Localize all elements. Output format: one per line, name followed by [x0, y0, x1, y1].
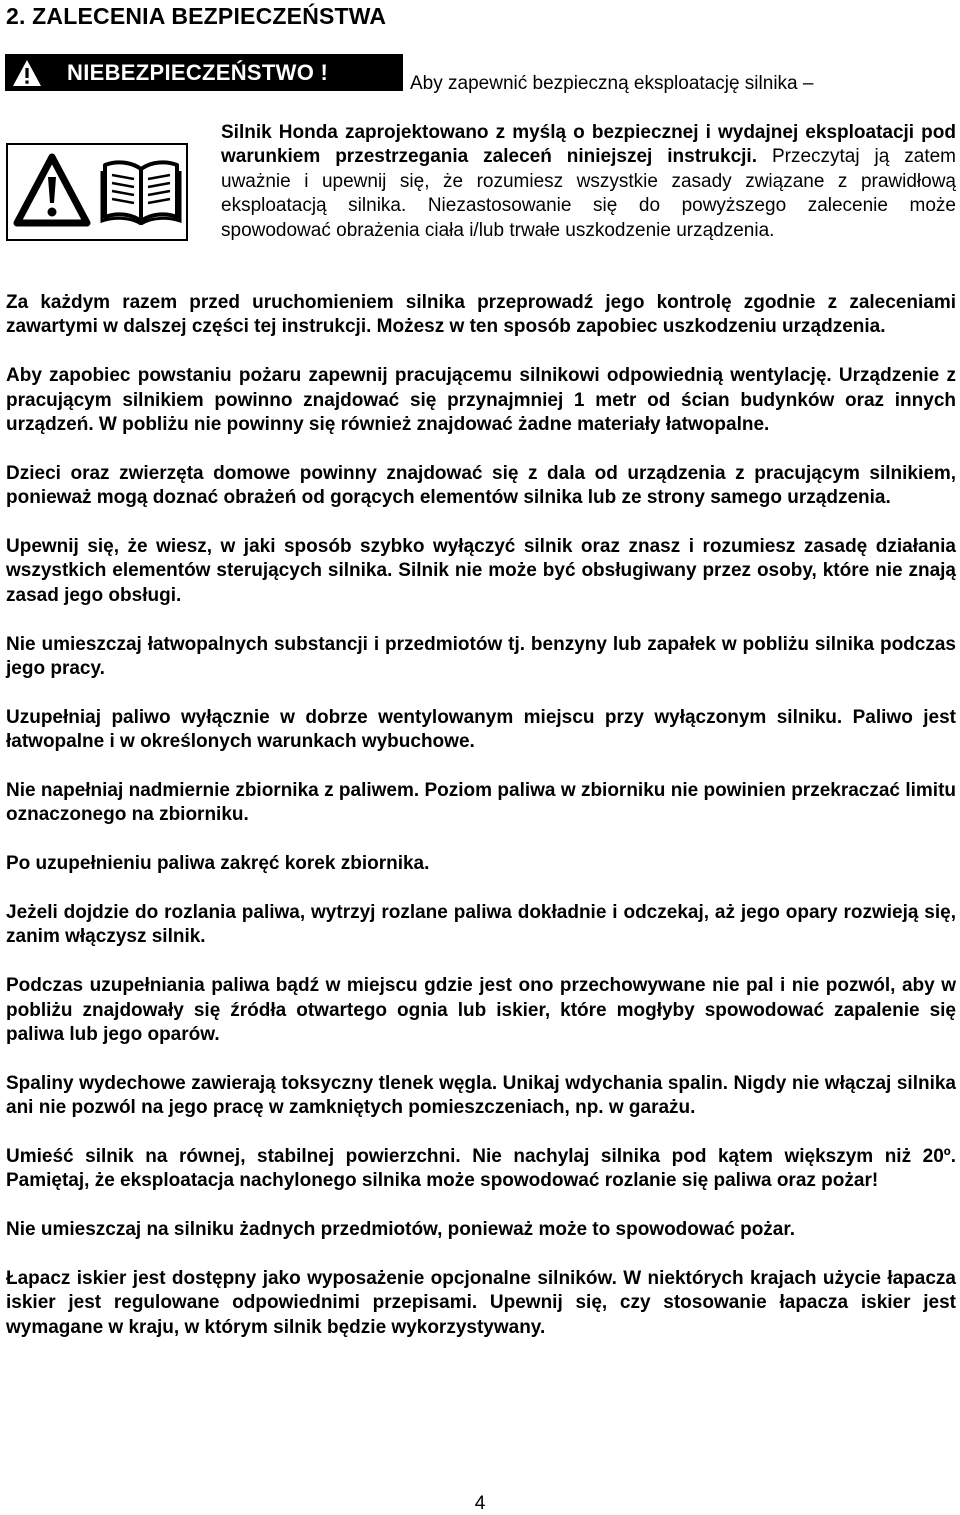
paragraph: [6, 291, 956, 340]
paragraph-text: Podczas uzupełniania paliwa bądź w miejscu gdzie jest ono przechowywane nie pal i nie pozwól, aby w pobliżu znajdowały się źródła otwartego ognia lub iskier, które mogłyby spowodować zapalenie się paliwa lub jego oparów.: [6, 975, 956, 1046]
paragraph-text: Nie napełniaj nadmiernie zbiornika z paliwem. Poziom paliwa w zbiorniku nie powinien przekraczać limitu oznaczonego na zbiorniku.: [6, 780, 956, 826]
warning-triangle-icon: [13, 153, 91, 232]
paragraph-bold-text: Za każdym razem przed uruchomieniem silnika przeprowadź jego kontrolę zgodnie z zaleceniami zawartymi w dalszej części tej instrukcji.: [6, 292, 956, 338]
open-book-icon: [100, 155, 182, 230]
intro-paragraph: [221, 121, 956, 243]
intro-normal-text: Przeczytaj ją zatem uważnie i upewnij się, że rozumiesz wszystkie zasady związane z prawidłową eksploatacją silnika. Niezastosowanie się do powyższego zalecenie może spowodować obrażenia ciała i/lub trwałe uszkodzenie urządzenia.: [221, 146, 956, 241]
paragraph-text: Po uzupełnieniu paliwa zakręć korek zbiornika.: [6, 853, 430, 875]
safety-recommendations: [6, 291, 956, 1365]
paragraph-text: Nie umieszczaj łatwopalnych substancji i przedmiotów tj. benzyny lub zapałek w pobliżu silnika podczas jego pracy.: [6, 633, 956, 680]
paragraph-text: Nie umieszczaj na silniku żadnych przedmiotów, ponieważ może to spowodować pożar.: [6, 1219, 795, 1241]
page-number: 4: [474, 1493, 486, 1514]
paragraph-text: Spaliny wydechowe zawierają toksyczny tlenek węgla. Unikaj wdychania spalin. Nigdy nie włączaj silnika ani nie pozwól na jego pracę w zamkniętych pomieszczeniach, np. w garażu.: [6, 1072, 956, 1119]
paragraph: [6, 706, 956, 755]
paragraph: [6, 779, 956, 828]
warning-triangle-icon: [5, 54, 49, 91]
paragraph-text: Aby zapobiec powstaniu pożaru zapewnij pracującemu silnikowi odpowiednią wentylację. Urządzenie z pracującym silnikiem powinno znajdować się przynajmniej 1 metr od ścian budynków oraz innych urządzeń. W pobliżu nie powinny się również znajdować żadne materiały łatwopalne.: [6, 365, 956, 436]
paragraph-text: Jeżeli dojdzie do rozlania paliwa, wytrzyj rozlane paliwa dokładnie i odczekaj, aż jego opary rozwieją się, zanim włączysz silnik.: [6, 902, 956, 948]
section-heading: 2. ZALECENIA BEZPIECZEŃSTWA: [6, 3, 387, 29]
paragraph-text: Możesz w ten sposób zapobiec uszkodzeniu urządzenia.: [371, 316, 886, 338]
paragraph-text: Dzieci oraz zwierzęta domowe powinny znajdować się z dala od urządzenia z pracującym silnikiem, ponieważ mogą doznać obrażeń od gorących elementów silnika lub ze strony samego urządzenia.: [6, 462, 956, 509]
paragraph: [6, 633, 956, 682]
paragraph: [6, 974, 956, 1047]
danger-label: NIEBEZPIECZEŃSTWO !: [67, 59, 329, 85]
paragraph: [6, 535, 956, 608]
paragraph: [6, 1267, 956, 1340]
paragraph: [6, 852, 956, 876]
paragraph: [6, 364, 956, 437]
paragraph: [6, 1145, 956, 1194]
paragraph-text: Uzupełniaj paliwo wyłącznie w dobrze wentylowanym miejscu przy wyłączonym silniku. Paliwo jest łatwopalne i w określonych warunkach wybuchowe.: [6, 706, 956, 753]
paragraph-text: Umieść silnik na równej, stabilnej powierzchni. Nie nachylaj silnika pod kątem większym niż 20º. Pamiętaj, że eksploatacja nachylonego silnika może spowodować rozlanie się paliwa oraz pożar!: [6, 1146, 956, 1192]
paragraph: [6, 1218, 956, 1242]
danger-banner: [5, 54, 403, 91]
intro-bold-text: Silnik Honda zaprojektowano z myślą o bezpiecznej i wydajnej eksploatacji pod warunkiem przestrzegania zaleceń niniejszej instrukcji.: [221, 122, 956, 168]
banner-intro-text: Aby zapewnić bezpieczną eksploatację silnika –: [410, 73, 814, 94]
safety-symbols-box: [6, 143, 188, 241]
paragraph: [6, 901, 956, 950]
paragraph-text: Upewnij się, że wiesz, w jaki sposób szybko wyłączyć silnik oraz znasz i rozumiesz zasadę działania wszystkich elementów sterujących silnika. Silnik nie może być obsługiwany przez osoby, które nie znają zasad jego obsługi.: [6, 536, 956, 606]
paragraph: [6, 1072, 956, 1121]
paragraph: [6, 462, 956, 511]
paragraph-text: Łapacz iskier jest dostępny jako wyposażenie opcjonalne silników. W niektórych krajach użycie łapacza iskier jest regulowane odpowiednimi przepisami. Upewnij się, czy stosowanie łapacza iskier jest wymagane w kraju, w którym silnik będzie wykorzystywany.: [6, 1268, 956, 1338]
